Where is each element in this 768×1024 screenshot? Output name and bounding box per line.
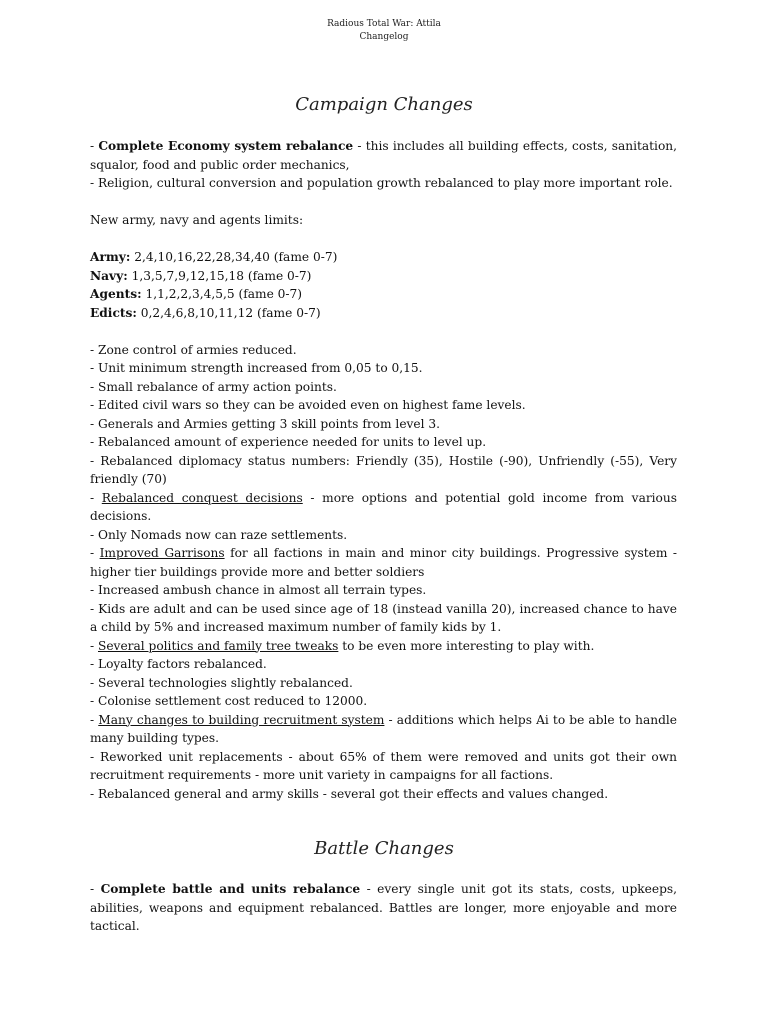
- list-item: - Small rebalance of army action points.: [90, 379, 337, 394]
- list-item: [90, 880, 677, 936]
- intro-religion-item: - Religion, cultural conversion and population growth rebalanced to play more important role.: [90, 176, 673, 190]
- item-underlined-text: Rebalanced conquest decisions: [101, 490, 303, 505]
- item-prefix: -: [90, 882, 101, 896]
- limit-label: Agents:: [90, 287, 142, 301]
- item-underlined-text: Many changes to building recruitment system: [98, 712, 385, 727]
- limit-value: 1,1,2,2,3,4,5,5 (fame 0-7): [141, 287, 303, 301]
- list-item: - Only Nomads now can raze settlements.: [90, 527, 348, 542]
- item-underlined-text: Several politics and family tree tweaks: [98, 638, 339, 653]
- list-item: - Edited civil wars so they can be avoided even on highest fame levels.: [90, 398, 526, 412]
- item-underlined-text: Improved Garrisons: [99, 546, 225, 560]
- list-item: - Reworked unit replacements - about 65% of them were removed and units got their own recruitment requirements - more unit variety in campaigns for all factions.: [90, 749, 677, 782]
- item-text: for all factions in main and minor city buildings. Progressive system - higher tier buildings provide more and better soldiers: [90, 546, 677, 579]
- item-prefix: -: [90, 139, 99, 153]
- item-prefix: -: [90, 712, 99, 727]
- intro-economy-item: [90, 137, 677, 174]
- list-item: - Kids are adult and can be used since age of 18 (instead vanilla 20), increased chance to have a child by 5% and increased maximum number of family kids by 1.: [90, 601, 677, 634]
- item-text: - additions which helps Ai to be able to handle many building types.: [90, 712, 677, 745]
- item-prefix: -: [90, 638, 98, 653]
- list-item: [90, 489, 677, 526]
- item-prefix: -: [90, 546, 100, 560]
- list-item: - Colonise settlement cost reduced to 12000.: [90, 694, 368, 708]
- list-item: - Zone control of armies reduced.: [90, 342, 297, 357]
- campaign-changes-heading: Campaign Changes: [295, 94, 473, 115]
- list-item: [90, 711, 677, 748]
- limit-value: 2,4,10,16,22,28,34,40 (fame 0-7): [130, 250, 338, 264]
- campaign-changes-section: [90, 137, 677, 803]
- item-bold-text: Complete Economy system rebalance: [98, 139, 354, 153]
- item-text: - more options and potential gold income from various decisions.: [90, 490, 677, 523]
- list-item: - Several technologies slightly rebalanced.: [90, 675, 353, 690]
- limit-army: [90, 248, 677, 267]
- header-title: Radious Total War: Attila: [327, 19, 441, 29]
- limit-agents: [90, 285, 677, 304]
- list-item: - Rebalanced general and army skills - several got their effects and values changed.: [90, 786, 609, 801]
- header-subtitle: Changelog: [359, 32, 409, 42]
- list-item: [90, 544, 677, 581]
- item-bold-text: Complete battle and units rebalance: [100, 882, 361, 896]
- limit-label: Edicts:: [90, 305, 137, 320]
- limit-label: Navy:: [90, 268, 128, 283]
- item-text: - every single unit got its stats, costs, upkeeps, abilities, weapons and equipment rebalanced. Battles are longer, more enjoyable and more tactical.: [90, 882, 678, 933]
- item-text: - this includes all building effects, costs, sanitation, squalor, food and public order mechanics,: [90, 139, 677, 172]
- battle-changes-section: [90, 880, 677, 936]
- list-item: - Rebalanced diplomacy status numbers: Friendly (35), Hostile (-90), Unfriendly (-55), Very friendly (70): [90, 453, 677, 486]
- item-prefix: -: [90, 490, 102, 505]
- list-item: - Rebalanced amount of experience needed for units to level up.: [90, 435, 487, 449]
- limit-edicts: [90, 304, 677, 323]
- limit-value: 1,3,5,7,9,12,15,18 (fame 0-7): [127, 268, 312, 283]
- limits-heading: New army, navy and agents limits:: [90, 213, 304, 227]
- list-item: - Unit minimum strength increased from 0,05 to 0,15.: [90, 361, 423, 375]
- item-text: to be even more interesting to play with.: [338, 638, 595, 653]
- limit-label: Army:: [90, 250, 131, 264]
- battle-changes-heading: Battle Changes: [314, 838, 454, 859]
- list-item: [90, 637, 677, 656]
- list-item: - Loyalty factors rebalanced.: [90, 657, 267, 671]
- limit-value: 0,2,4,6,8,10,11,12 (fame 0-7): [136, 305, 321, 320]
- list-item: - Generals and Armies getting 3 skill points from level 3.: [90, 416, 441, 431]
- list-item: - Increased ambush chance in almost all terrain types.: [90, 583, 427, 597]
- limit-navy: [90, 267, 677, 286]
- page-header: [0, 18, 768, 44]
